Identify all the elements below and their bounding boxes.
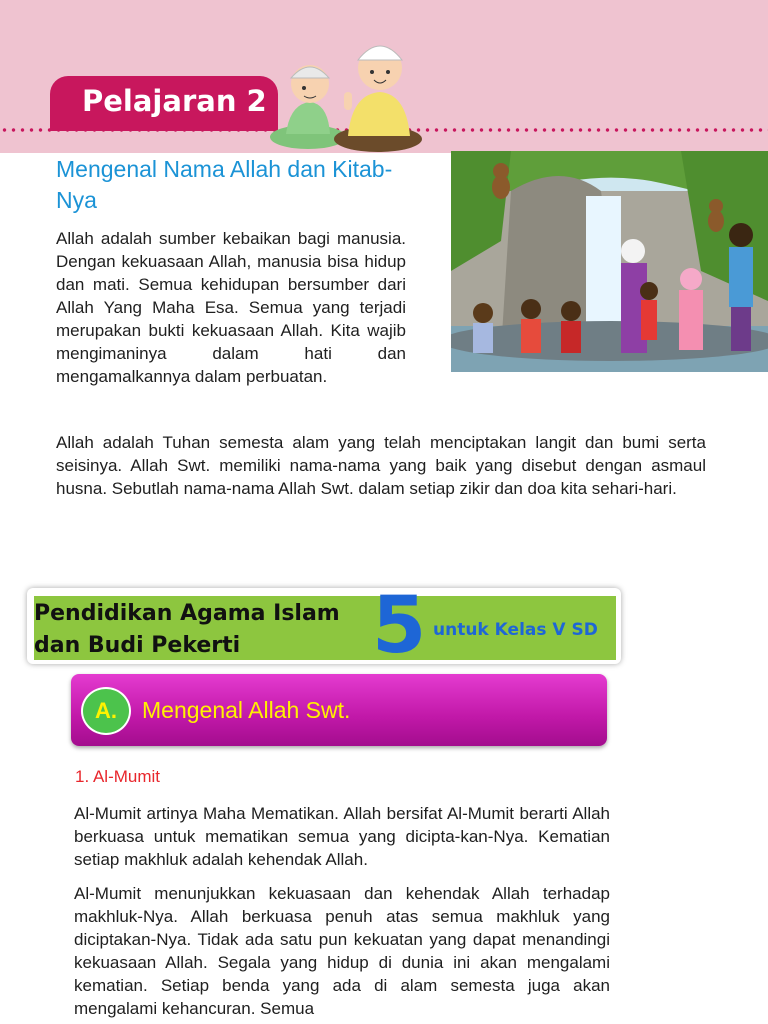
section-letter-badge: A. [81, 687, 131, 735]
lesson-label: Pelajaran 2 [82, 84, 267, 118]
book-title-line-1: Pendidikan Agama Islam [34, 601, 340, 626]
subheading: 1. Al-Mumit [75, 767, 161, 786]
two-boys-studying-illustration [268, 34, 428, 154]
lesson-title: Mengenal Nama Allah dan Kitab-Nya [56, 156, 393, 213]
book-grade-number: 5 [372, 581, 427, 671]
family-at-waterfall-zoo-illustration [451, 151, 768, 372]
intro-paragraph-2: Allah adalah Tuhan semesta alam yang telah menciptakan langit dan bumi serta seisinya. Allah Swt. memiliki nama-nama yang baik yang disebut dengan asmaul husna. Sebutlah nama-nama Allah Swt. dalam setiap zikir dan doa kita sehari-hari. [56, 433, 706, 498]
intro-paragraph-1: Allah adalah sumber kebaikan bagi manusia. Dengan kekuasaan Allah, manusia bisa hidup dan mati. Semua kehidupan bersumber dari Allah Yang Maha Esa. Semua yang terjadi merupakan bukti kekuasaan Allah. Kita wajib mengimaninya dalam hati dan mengamalkannya dalam perbuatan. [56, 229, 406, 386]
book-class-label: untuk Kelas V SD [433, 620, 598, 640]
book-title-line-2: dan Budi Pekerti [34, 633, 241, 658]
content-paragraph-1: Al-Mumit artinya Maha Mematikan. Allah bersifat Al-Mumit berarti Allah berkuasa untuk mematikan semua yang dicipta-kan-Nya. Kematian setiap makhluk adalah kehendak Allah. [74, 804, 610, 869]
book-title [34, 598, 374, 662]
lesson-tab [50, 76, 278, 131]
content-paragraph-2: Al-Mumit menunjukkan kekuasaan dan kehendak Allah terhadap makhluk-Nya. Allah berkuasa penuh atas semua makhluk yang diciptakan-Nya. Tidak ada satu pun kekuatan yang dapat menandingi kekuasaan Allah. Segala yang hidup di dunia ini akan mengalami kematian. Setiap benda yang ada di alam semesta juga akan mengalami kehancuran. Semua [74, 884, 610, 1018]
section-title: Mengenal Allah Swt. [142, 697, 351, 723]
